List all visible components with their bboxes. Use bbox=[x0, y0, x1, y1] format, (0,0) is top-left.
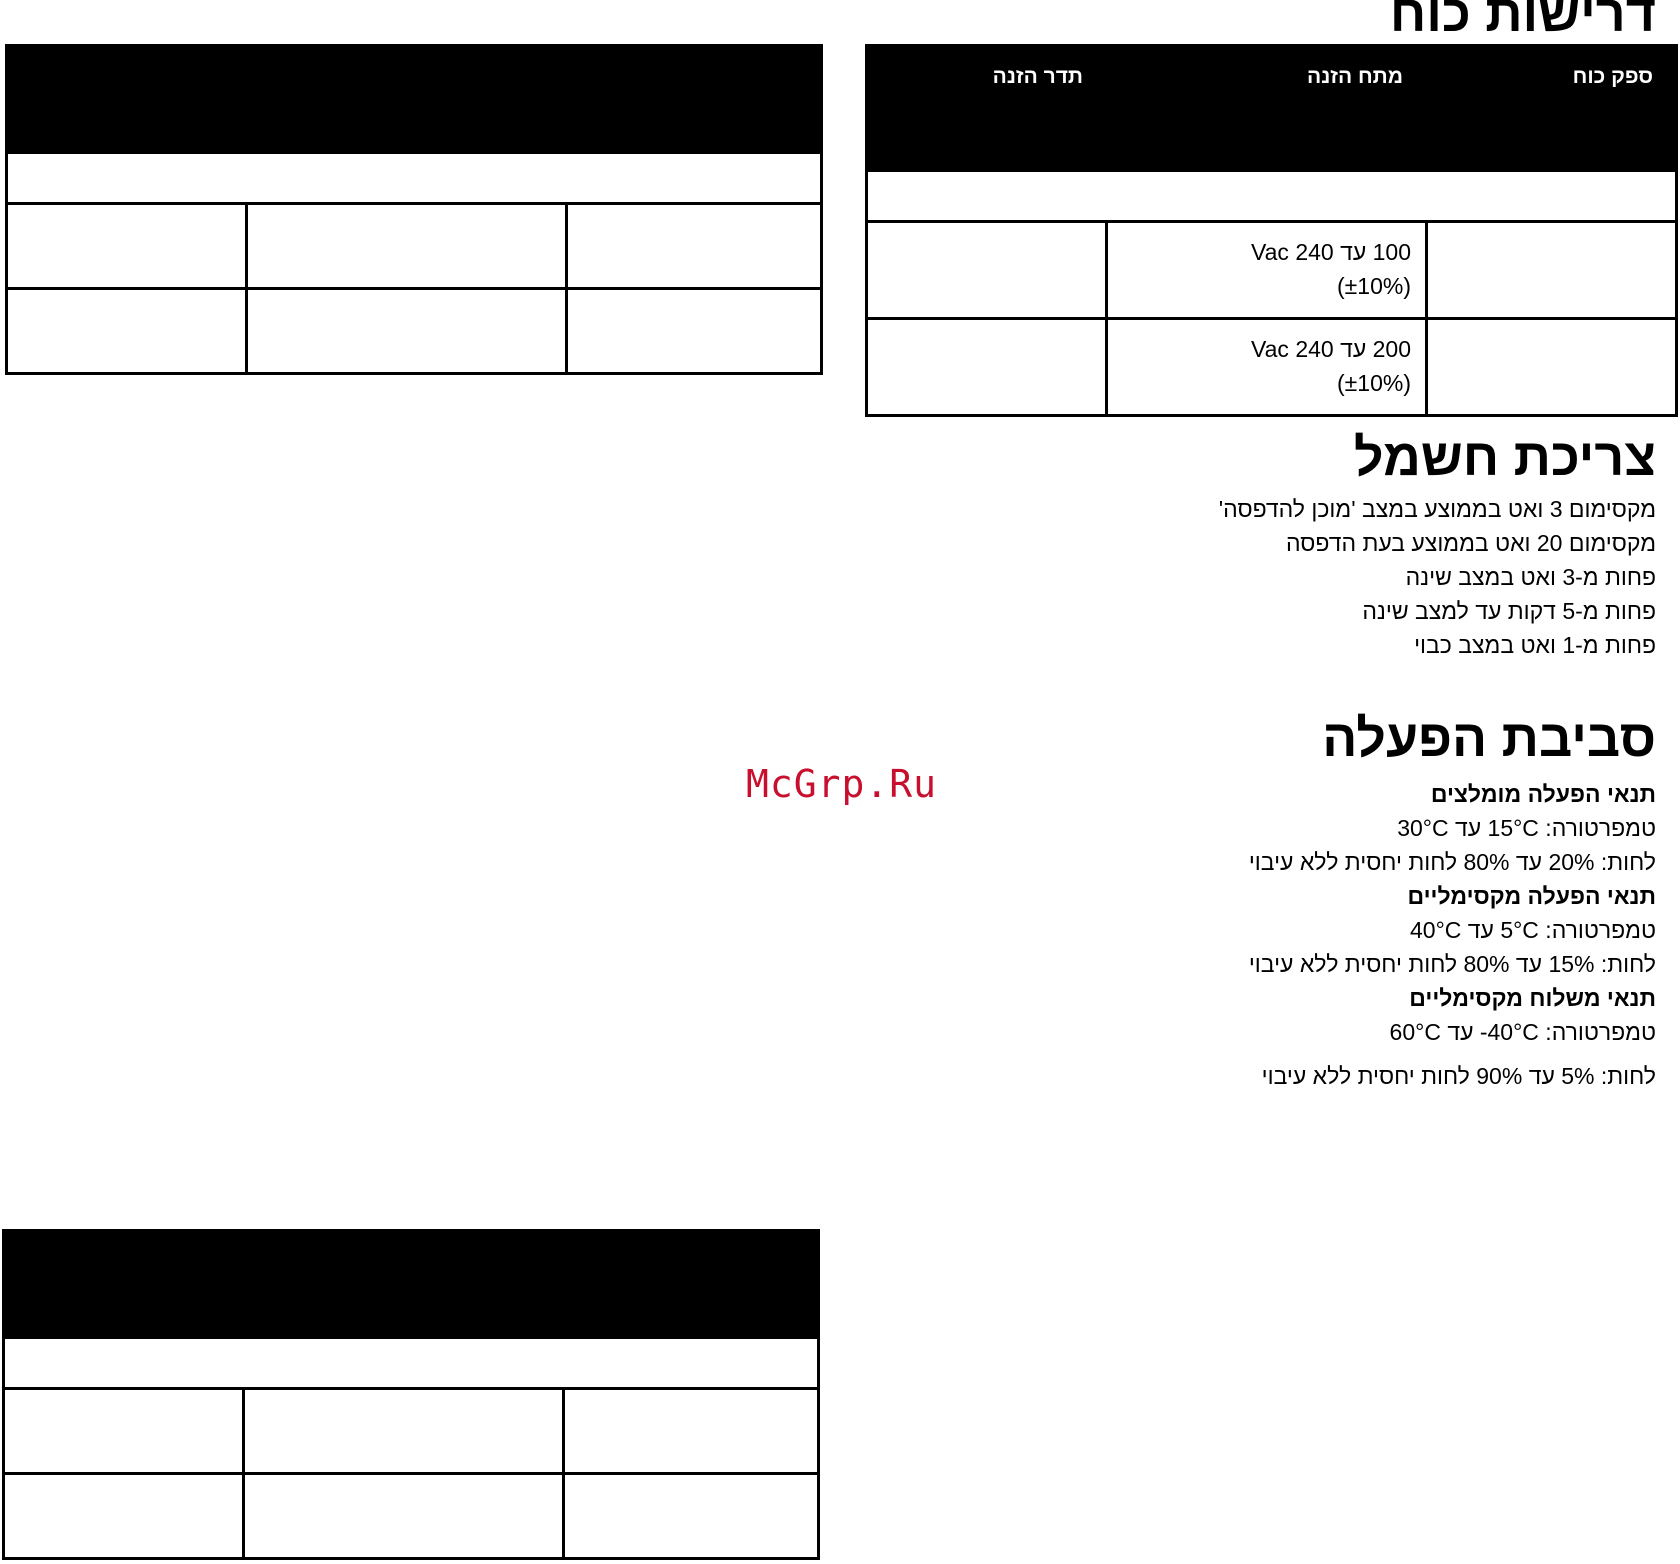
empty-table-header bbox=[4, 1231, 819, 1338]
empty-table-bottom bbox=[2, 1229, 820, 1560]
supply-cell bbox=[1427, 222, 1677, 319]
power-consumption-title: צריכת חשמל bbox=[1353, 429, 1656, 487]
power-requirements-title: דרישות כוח bbox=[1389, 0, 1656, 43]
header-supply: ספק כוח bbox=[1427, 46, 1677, 171]
max-shipping-temperature: טמפרטורה: ‎-40°C עד 60°C bbox=[1389, 1019, 1656, 1045]
max-shipping-humidity: לחות: 5% עד 90% לחות יחסית ללא עיבוי bbox=[1261, 1063, 1656, 1089]
power-table bbox=[865, 44, 1678, 417]
power-consumption-list bbox=[1219, 492, 1656, 662]
table-row bbox=[7, 204, 822, 289]
power-table-subheader bbox=[867, 171, 1677, 222]
table-row bbox=[867, 319, 1677, 416]
operating-environment-list bbox=[1249, 777, 1656, 1093]
recommended-temperature: טמפרטורה: 15°C עד 30°C bbox=[1397, 815, 1656, 841]
max-operating-heading: תנאי הפעלה מקסימליים bbox=[1407, 883, 1656, 909]
list-item: מקסימום 20 ואט בממוצע בעת הדפסה bbox=[1285, 530, 1656, 556]
voltage-tolerance: (±10%) bbox=[1336, 370, 1411, 396]
operating-environment-title: סביבת הפעלה bbox=[1322, 710, 1656, 768]
voltage-range: 200 עד 240 Vac bbox=[1251, 336, 1411, 362]
empty-table-subheader bbox=[7, 153, 822, 204]
watermark-text: McGrp.Ru bbox=[746, 762, 938, 806]
table-row bbox=[7, 289, 822, 374]
max-operating-temperature: טמפרטורה: 5°C עד 40°C bbox=[1410, 917, 1656, 943]
empty-table-top bbox=[5, 44, 823, 375]
max-shipping-heading: תנאי משלוח מקסימליים bbox=[1409, 985, 1656, 1011]
list-item: מקסימום 3 ואט בממוצע במצב 'מוכן להדפסה' bbox=[1218, 496, 1656, 522]
voltage-cell bbox=[1107, 222, 1427, 319]
header-voltage: מתח הזנה bbox=[1107, 46, 1427, 171]
list-item: פחות מ-1 ואט במצב כבוי bbox=[1414, 632, 1656, 658]
empty-table-subheader bbox=[4, 1338, 819, 1389]
frequency-cell bbox=[867, 319, 1107, 416]
voltage-tolerance: (±10%) bbox=[1336, 273, 1411, 299]
empty-table-header bbox=[7, 46, 822, 153]
voltage-cell bbox=[1107, 319, 1427, 416]
list-item: פחות מ-3 ואט במצב שינה bbox=[1405, 564, 1656, 590]
header-frequency: תדר הזנה bbox=[867, 46, 1107, 171]
table-row bbox=[867, 222, 1677, 319]
max-operating-humidity: לחות: 15% עד 80% לחות יחסית ללא עיבוי bbox=[1248, 951, 1656, 977]
recommended-humidity: לחות: 20% עד 80% לחות יחסית ללא עיבוי bbox=[1248, 849, 1656, 875]
table-row bbox=[4, 1474, 819, 1559]
voltage-range: 100 עד 240 Vac bbox=[1251, 239, 1411, 265]
supply-cell bbox=[1427, 319, 1677, 416]
list-item: פחות מ-5 דקות עד למצב שינה bbox=[1362, 598, 1656, 624]
recommended-heading: תנאי הפעלה מומלצים bbox=[1430, 781, 1656, 807]
table-row bbox=[4, 1389, 819, 1474]
frequency-cell bbox=[867, 222, 1107, 319]
